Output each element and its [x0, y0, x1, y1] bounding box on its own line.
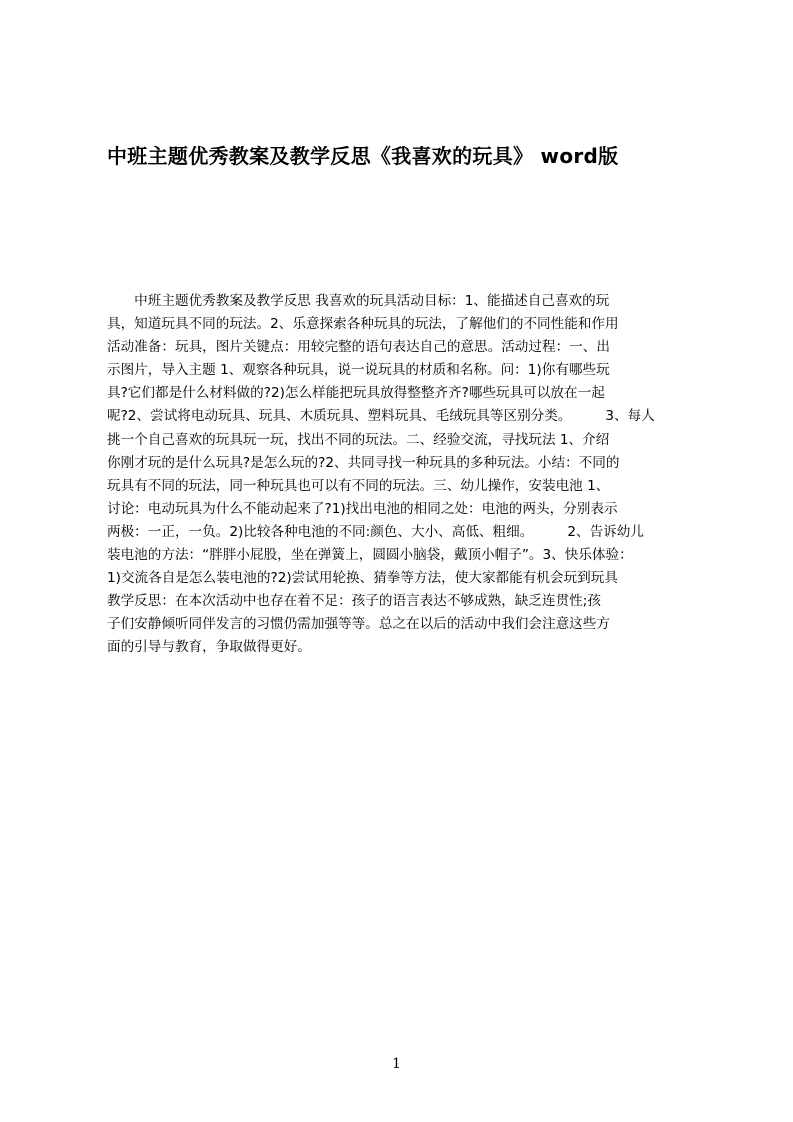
body-line: 具，知道玩具不同的玩法。2、乐意探索各种玩具的玩法，了解他们的不同性能和作用: [107, 316, 619, 333]
body-line: 1)交流各自是怎么装电池的?2)尝试用轮换、猜拳等方法，使大家都能有机会玩到玩具: [107, 570, 618, 587]
body-line: 面的引导与教育，争取做得更好。: [107, 639, 311, 656]
body-line: 子们安静倾听同伴发言的习惯仍需加强等等。总之在以后的活动中我们会注意这些方: [107, 616, 610, 633]
body-line: 呢?2、尝试将电动玩具、玩具、木质玩具、塑料玩具、毛绒玩具等区别分类。 3、每人: [107, 408, 655, 425]
document-body: [107, 290, 698, 660]
body-line: 玩具有不同的玩法，同一种玩具也可以有不同的玩法。三、幼儿操作，安装电池 1、: [107, 477, 610, 494]
document-title: 中班主题优秀教案及教学反思《我喜欢的玩具》 word版: [107, 144, 619, 168]
body-line: 教学反思：在本次活动中也存在着不足：孩子的语言表达不够成熟，缺乏连贯性;孩: [107, 593, 601, 610]
body-line: 示图片，导入主题 1、观察各种玩具，说一说玩具的材质和名称。问：1)你有哪些玩: [107, 362, 610, 379]
page-number: 1: [392, 1056, 401, 1072]
body-line: 活动准备：玩具，图片关键点：用较完整的语句表达自己的意思。活动过程：一、出: [107, 339, 610, 356]
body-line: 具?它们都是什么材料做的?2)怎么样能把玩具放得整整齐齐?哪些玩具可以放在一起: [107, 385, 605, 402]
body-line: 两极：一正，一负。2)比较各种电池的不同:颜色、大小、高低、粗细。 2、告诉幼儿: [107, 523, 644, 540]
body-line: 挑一个自己喜欢的玩具玩一玩，找出不同的玩法。二、经验交流，寻找玩法 1、介绍: [107, 431, 610, 448]
body-line: 你刚才玩的是什么玩具?是怎么玩的?2、共同寻找一种玩具的多种玩法。小结：不同的: [107, 454, 620, 471]
body-line: 中班主题优秀教案及教学反思 我喜欢的玩具活动目标：1、能描述自己喜欢的玩: [107, 293, 610, 309]
body-line: 装电池的方法：“胖胖小屁股，坐在弹簧上，圆圆小脑袋，戴顶小帽子”。3、快乐体验：: [107, 547, 633, 564]
body-line: 讨论：电动玩具为什么不能动起来了?1)找出电池的相同之处：电池的两头，分别表示: [107, 500, 618, 517]
